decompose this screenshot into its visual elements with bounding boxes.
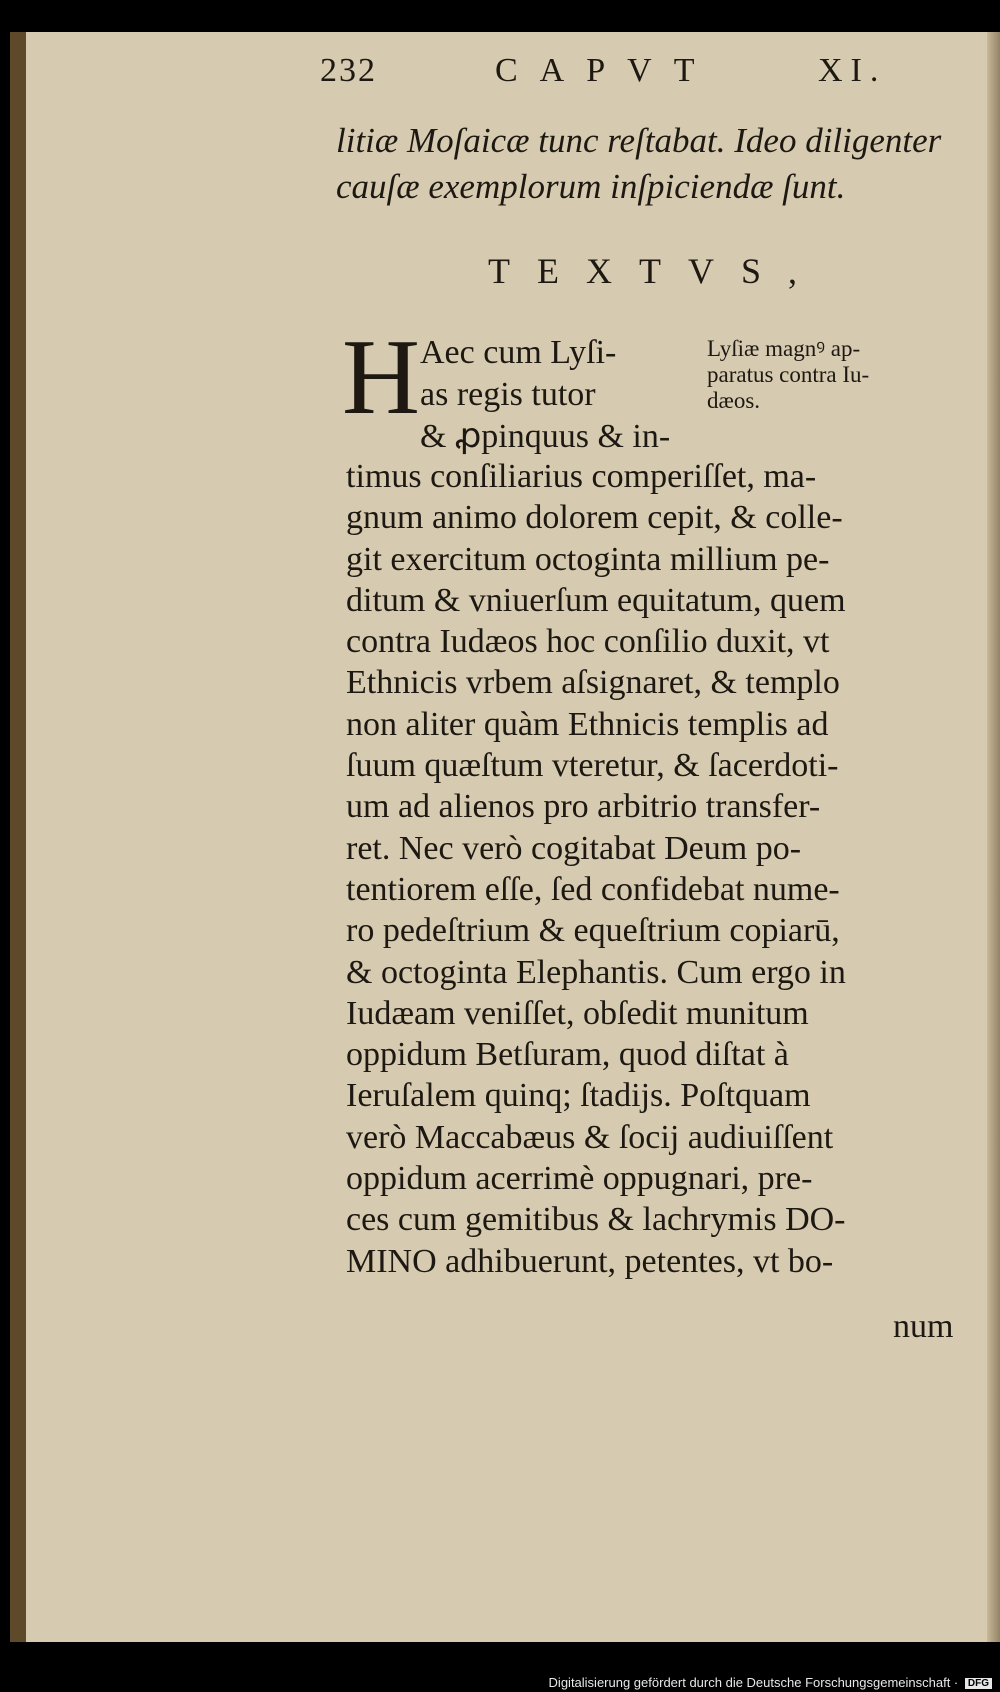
body-line: git exercitum octoginta millium pe-: [346, 540, 830, 578]
dfg-logo: DFG: [965, 1678, 992, 1689]
margin-note-line: dæos.: [707, 388, 761, 413]
body-line: timus conſiliarius comperiſſet, ma-: [346, 458, 817, 495]
intro-line: cauſæ exemplorum inſpiciendæ ſunt.: [336, 167, 846, 206]
drop-cap: H: [342, 318, 420, 437]
body-line: non aliter quàm Ethnicis templis ad: [346, 705, 829, 743]
body-line: um ad alienos pro arbitrio transfer-: [346, 788, 821, 826]
margin-note: [707, 336, 965, 414]
chapter-number: XI.: [818, 52, 887, 89]
page-edge: [987, 32, 1000, 1642]
margin-note-line: paratus contra Iu-: [707, 362, 870, 387]
digitization-credit: [549, 1675, 992, 1690]
body-text: [346, 456, 976, 1282]
lead-line: Aec cum Lyſi-: [420, 334, 617, 371]
body-line: tentiorem eſſe, ſed confidebat nume-: [346, 870, 840, 908]
lead-lines: [420, 332, 680, 458]
body-line: MINO adhibuerunt, petentes, vt bo-: [346, 1242, 834, 1280]
lead-line: & ꝓpinquus & in-: [420, 418, 671, 455]
credit-text: Digitalisierung gefördert durch die Deutsche Forschungsgemeinschaft ·: [548, 1675, 959, 1690]
intro-paragraph: [336, 118, 956, 210]
catchword: num: [893, 1308, 954, 1345]
body-line: ret. Nec verò cogitabat Deum po-: [346, 829, 802, 867]
body-line: Ethnicis vrbem aſsignaret, & templo: [346, 664, 840, 702]
body-line: ro pedeſtrium & equeſtrium copiarū,: [346, 912, 840, 950]
body-line: oppidum acerrimè oppugnari, pre-: [346, 1160, 813, 1198]
body-line: gnum animo dolorem cepit, & colle-: [346, 499, 843, 537]
page-number: 232: [320, 52, 377, 89]
running-title: CAPVT: [495, 52, 717, 89]
body-line: ditum & vniuerſum equitatum, quem: [346, 581, 846, 619]
section-heading: TEXTVS,: [488, 251, 824, 291]
body-line: oppidum Betſuram, quod diſtat à: [346, 1036, 789, 1074]
body-line: & octoginta Elephantis. Cum ergo in: [346, 953, 846, 991]
body-line: Iudæam veniſſet, obſedit munitum: [346, 994, 809, 1032]
lead-line: as regis tutor: [420, 376, 596, 413]
body-line: ces cum gemitibus & lachrymis DO-: [346, 1201, 846, 1239]
body-line: contra Iudæos hoc conſilio duxit, vt: [346, 623, 830, 661]
body-line: Ieruſalem quinq; ſtadijs. Poſtquam: [346, 1077, 811, 1115]
body-line: ſuum quæſtum vteretur, & ſacerdoti-: [346, 747, 839, 785]
body-line: verò Maccabæus & ſocij audiuiſſent: [346, 1118, 834, 1156]
intro-line: litiæ Moſaicæ tunc reſtabat. Ideo diligenter: [336, 121, 942, 160]
margin-note-line: Lyſiæ magnꝰ ap-: [707, 336, 861, 361]
